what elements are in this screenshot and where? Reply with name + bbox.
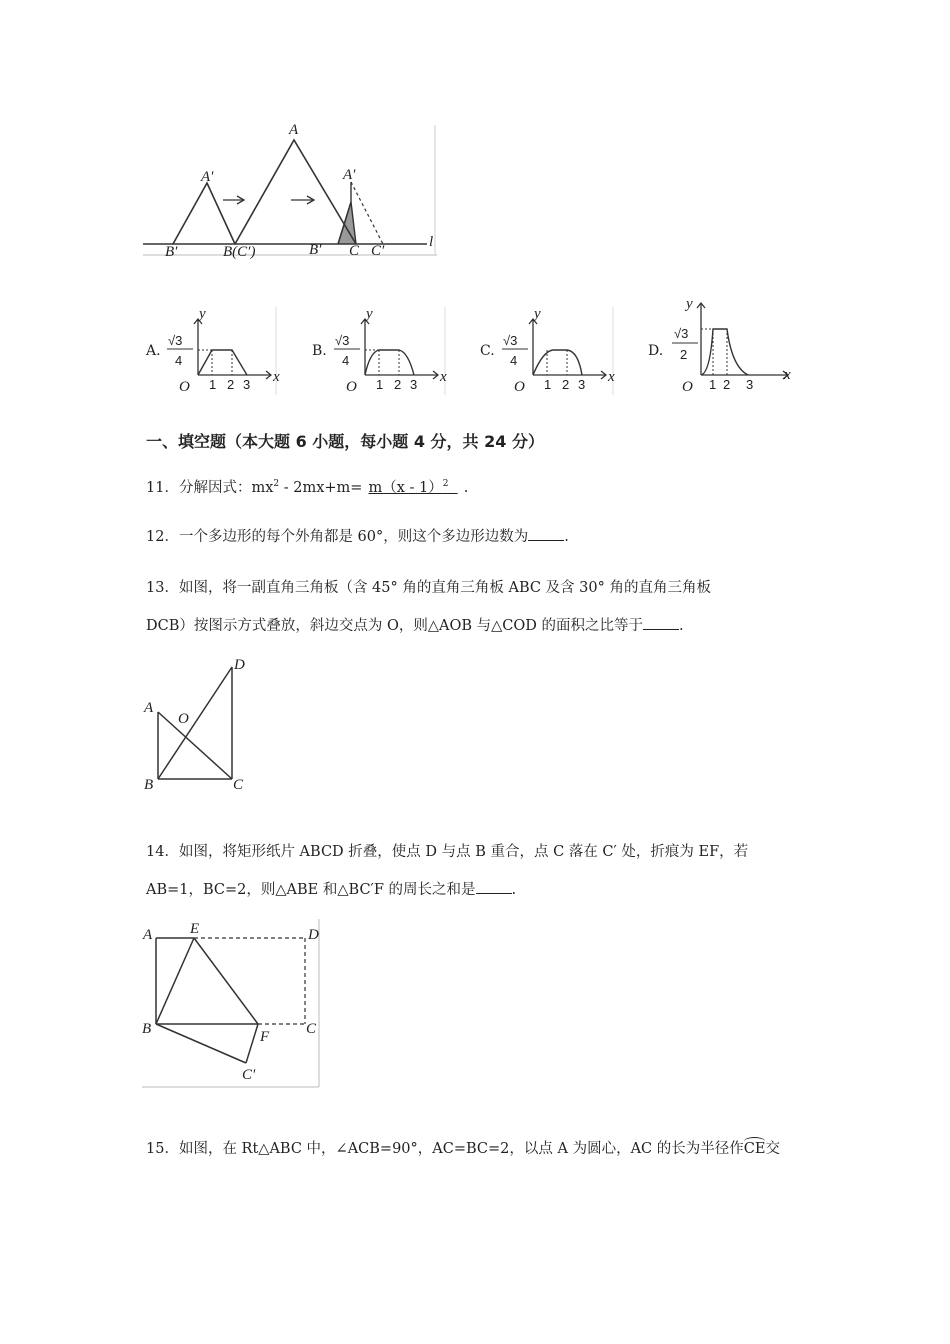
origin-label: O xyxy=(179,379,190,395)
tick-2: 2 xyxy=(394,377,402,392)
tick-1: 1 xyxy=(376,377,384,392)
q15-end: 交 xyxy=(765,1141,780,1157)
q14-end: . xyxy=(511,882,517,898)
y-axis-label: y xyxy=(366,307,373,322)
num-label: √3 xyxy=(503,333,518,348)
q13-label-C: C xyxy=(233,777,244,793)
q13-label-A: A xyxy=(144,700,154,716)
x-axis-label: x xyxy=(440,369,447,385)
tick-3: 3 xyxy=(578,377,586,392)
tick-1: 1 xyxy=(709,377,717,392)
question-14-line2 xyxy=(146,878,516,899)
question-13-line2 xyxy=(146,614,684,635)
option-c-graph[interactable] xyxy=(498,307,618,397)
q13-text: DCB）按图示方式叠放，斜边交点为 O，则△AOB 与△COD 的面积之比等于 xyxy=(146,618,644,634)
num-label: √3 xyxy=(335,333,350,348)
option-c-letter[interactable]: C. xyxy=(480,343,495,359)
origin-label: O xyxy=(682,379,693,395)
question-13-line1: 13．如图，将一副直角三角板（含 45° 角的直角三角板 ABC 及含 30° 角的直角三角板 xyxy=(146,580,711,596)
tick-3: 3 xyxy=(410,377,418,392)
q13-answer-blank[interactable] xyxy=(643,615,679,630)
q15-text: 15．如图，在 Rt△ABC 中，∠ACB=90°，AC=BC=2，以点 A 为圆心，AC 的长为半径作 xyxy=(146,1141,744,1157)
q13-label-B: B xyxy=(144,777,154,793)
label-A-prime-right: A′ xyxy=(343,167,356,183)
tick-1: 1 xyxy=(209,377,217,392)
label-A: A xyxy=(289,122,299,138)
num-label: √3 xyxy=(674,326,689,341)
den-label: 4 xyxy=(342,353,350,368)
den-label: 4 xyxy=(175,353,183,368)
x-axis-label: x xyxy=(608,369,615,385)
q12-answer-blank[interactable] xyxy=(528,526,564,541)
q14-answer-blank[interactable] xyxy=(476,879,512,894)
q14-figure xyxy=(140,917,325,1092)
option-b-letter[interactable]: B. xyxy=(312,343,327,359)
q11-answer[interactable] xyxy=(362,480,463,496)
q13-label-O: O xyxy=(178,711,189,727)
tick-2: 2 xyxy=(562,377,570,392)
tick-3: 3 xyxy=(243,377,251,392)
option-b-graph[interactable] xyxy=(330,307,450,397)
q14-label-E: E xyxy=(190,921,200,937)
q14-text: AB=1，BC=2，则△ABE 和△BC′F 的周长之和是 xyxy=(146,882,476,898)
q11-end: . xyxy=(463,480,469,496)
q14-label-F: F xyxy=(260,1029,270,1045)
y-axis-label: y xyxy=(534,307,541,322)
q11-answer-exp: 2 xyxy=(442,479,449,490)
translation-figure xyxy=(143,120,441,260)
q13-figure xyxy=(140,655,260,795)
den-label: 4 xyxy=(510,353,518,368)
y-axis-label: y xyxy=(199,307,206,322)
x-axis-label: x xyxy=(273,369,280,385)
question-11 xyxy=(146,476,468,497)
q12-text: 12．一个多边形的每个外角都是 60°，则这个多边形边数为 xyxy=(146,529,529,545)
label-B-C-prime: B(C′) xyxy=(223,244,256,260)
question-12 xyxy=(146,525,569,546)
y-axis-label: y xyxy=(686,296,693,312)
q11-mid: - 2mx+m= xyxy=(279,480,363,496)
tick-2: 2 xyxy=(227,377,235,392)
origin-label: O xyxy=(514,379,525,395)
tick-1: 1 xyxy=(544,377,552,392)
tick-3: 3 xyxy=(746,377,754,392)
origin-label: O xyxy=(346,379,357,395)
section-heading: 一、填空题（本大题 6 小题，每小题 4 分，共 24 分） xyxy=(146,432,544,451)
x-axis-label: x xyxy=(784,367,791,383)
option-a-letter[interactable]: A. xyxy=(146,343,161,359)
label-B-prime-left: B′ xyxy=(165,244,178,260)
q15-arc-ce: CE xyxy=(743,1141,766,1157)
label-C: C xyxy=(349,243,360,259)
q11-answer-text: m（x - 1） xyxy=(368,480,443,496)
q13-label-D: D xyxy=(234,657,245,673)
q14-label-C: C xyxy=(306,1021,317,1037)
q14-label-B: B xyxy=(142,1021,152,1037)
num-label: √3 xyxy=(168,333,183,348)
q11-prefix: 11．分解因式：mx xyxy=(146,480,274,496)
q14-label-C-prime: C′ xyxy=(242,1067,256,1083)
label-B-prime-mid: B′ xyxy=(309,242,322,258)
option-d-graph[interactable] xyxy=(666,295,796,397)
q13-end: . xyxy=(679,618,684,634)
label-A-prime-left: A′ xyxy=(201,169,214,185)
label-l: l xyxy=(429,234,434,250)
option-d-letter[interactable]: D. xyxy=(648,343,664,359)
question-15 xyxy=(146,1137,780,1158)
q14-label-D: D xyxy=(308,927,319,943)
q11-sup: 2 xyxy=(273,479,280,490)
option-a-graph[interactable] xyxy=(163,307,283,397)
den-label: 2 xyxy=(680,347,688,362)
question-14-line1: 14．如图，将矩形纸片 ABCD 折叠，使点 D 与点 B 重合，点 C 落在 C′ 处，折痕为 EF，若 xyxy=(146,844,749,860)
label-C-prime: C′ xyxy=(371,243,385,259)
tick-2: 2 xyxy=(723,377,731,392)
q14-label-A: A xyxy=(143,927,153,943)
q12-end: . xyxy=(564,529,569,545)
